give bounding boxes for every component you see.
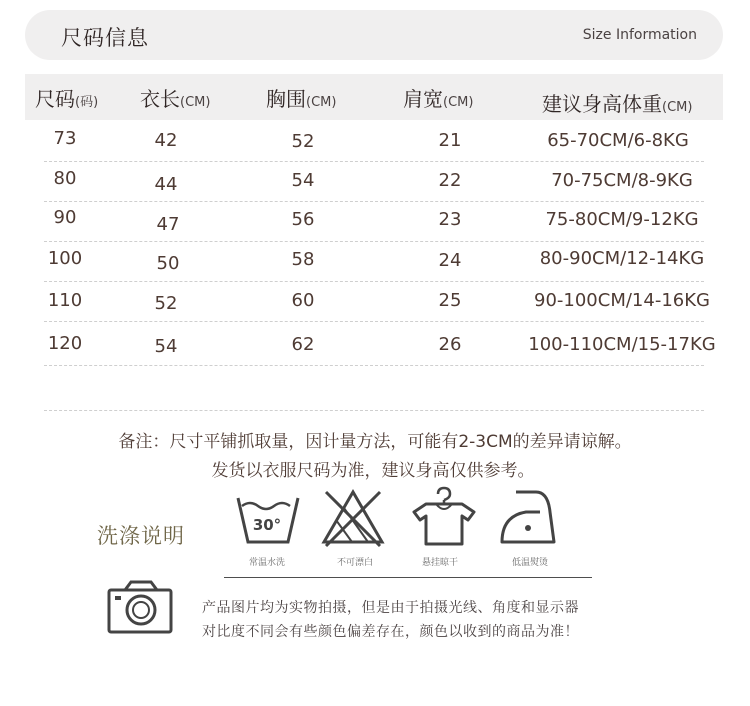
page-title: 尺码信息 xyxy=(61,26,149,50)
cell-size: 110 xyxy=(47,290,83,311)
cell-shoulder: 26 xyxy=(438,334,462,355)
cell-chest: 56 xyxy=(291,209,315,230)
page-subtitle: Size Information xyxy=(582,27,697,43)
header-shoulder: 肩宽(CM) xyxy=(403,87,474,111)
table-row xyxy=(44,321,716,366)
no-bleach-icon xyxy=(318,486,398,566)
cell-size: 100 xyxy=(47,248,83,269)
note-line-2: 发货以衣服尺码为准，建议身高仅供参考。 xyxy=(211,461,535,481)
cell-size: 90 xyxy=(53,207,77,228)
cell-chest: 60 xyxy=(291,290,315,311)
low-iron-caption: 低温熨烫 xyxy=(511,558,548,568)
washing-title: 洗涤说明 xyxy=(97,524,185,548)
cell-shoulder: 22 xyxy=(438,170,462,191)
cell-height-weight: 70-75CM/8-9KG xyxy=(551,170,693,191)
cell-shoulder: 21 xyxy=(438,130,462,151)
header-height-weight: 建议身高体重(CM) xyxy=(542,92,693,116)
disclaimer-line-2: 对比度不同会有些颜色偏差存在，颜色以收到的商品为准！ xyxy=(202,624,579,640)
section-divider xyxy=(44,410,704,411)
cell-height-weight: 80-90CM/12-14KG xyxy=(539,248,705,269)
cell-shoulder: 24 xyxy=(438,250,462,271)
table-row xyxy=(44,161,704,202)
cell-height-weight: 100-110CM/15-17KG xyxy=(528,334,716,355)
cell-shoulder: 23 xyxy=(438,209,462,230)
cell-chest: 62 xyxy=(291,334,315,355)
table-row xyxy=(44,201,704,242)
cell-chest: 52 xyxy=(291,131,315,152)
cell-height-weight: 75-80CM/9-12KG xyxy=(545,209,699,230)
low-iron-icon xyxy=(496,486,576,566)
size-info-header xyxy=(25,10,723,60)
wash-temp-label: 30° xyxy=(252,516,282,534)
header-chest: 胸围(CM) xyxy=(266,87,337,111)
wash-caption: 常温水洗 xyxy=(248,558,285,568)
cell-height-weight: 65-70CM/6-8KG xyxy=(547,130,689,151)
table-row xyxy=(44,281,710,322)
table-row xyxy=(44,241,704,282)
note-line-1: 备注：尺寸平铺抓取量，因计量方法，可能有2-3CM的差异请谅解。 xyxy=(118,432,632,452)
cell-chest: 54 xyxy=(291,170,315,191)
cell-chest: 58 xyxy=(291,249,315,270)
cell-size: 80 xyxy=(53,168,77,189)
cell-length: 47 xyxy=(156,214,180,235)
table-row xyxy=(44,121,704,162)
cell-length: 50 xyxy=(156,253,180,274)
cell-height-weight: 90-100CM/14-16KG xyxy=(534,290,710,311)
hang-dry-icon xyxy=(408,486,488,566)
wash-divider xyxy=(224,577,592,578)
cell-size: 120 xyxy=(47,333,83,354)
cell-shoulder: 25 xyxy=(438,290,462,311)
disclaimer-line-1: 产品图片均为实物拍摄，但是由于拍摄光线、角度和显示器 xyxy=(202,600,579,616)
cell-length: 44 xyxy=(154,174,178,195)
size-table-header xyxy=(25,74,723,120)
wash-30-icon xyxy=(230,486,310,566)
no-bleach-caption: 不可漂白 xyxy=(336,558,373,568)
cell-size: 73 xyxy=(53,128,77,149)
cell-length: 42 xyxy=(154,130,178,151)
cell-length: 52 xyxy=(154,293,178,314)
header-size: 尺码(码) xyxy=(35,87,99,111)
hang-dry-caption: 悬挂晾干 xyxy=(421,558,458,568)
cell-length: 54 xyxy=(154,336,178,357)
camera-icon xyxy=(107,580,173,638)
header-length: 衣长(CM) xyxy=(140,87,211,111)
